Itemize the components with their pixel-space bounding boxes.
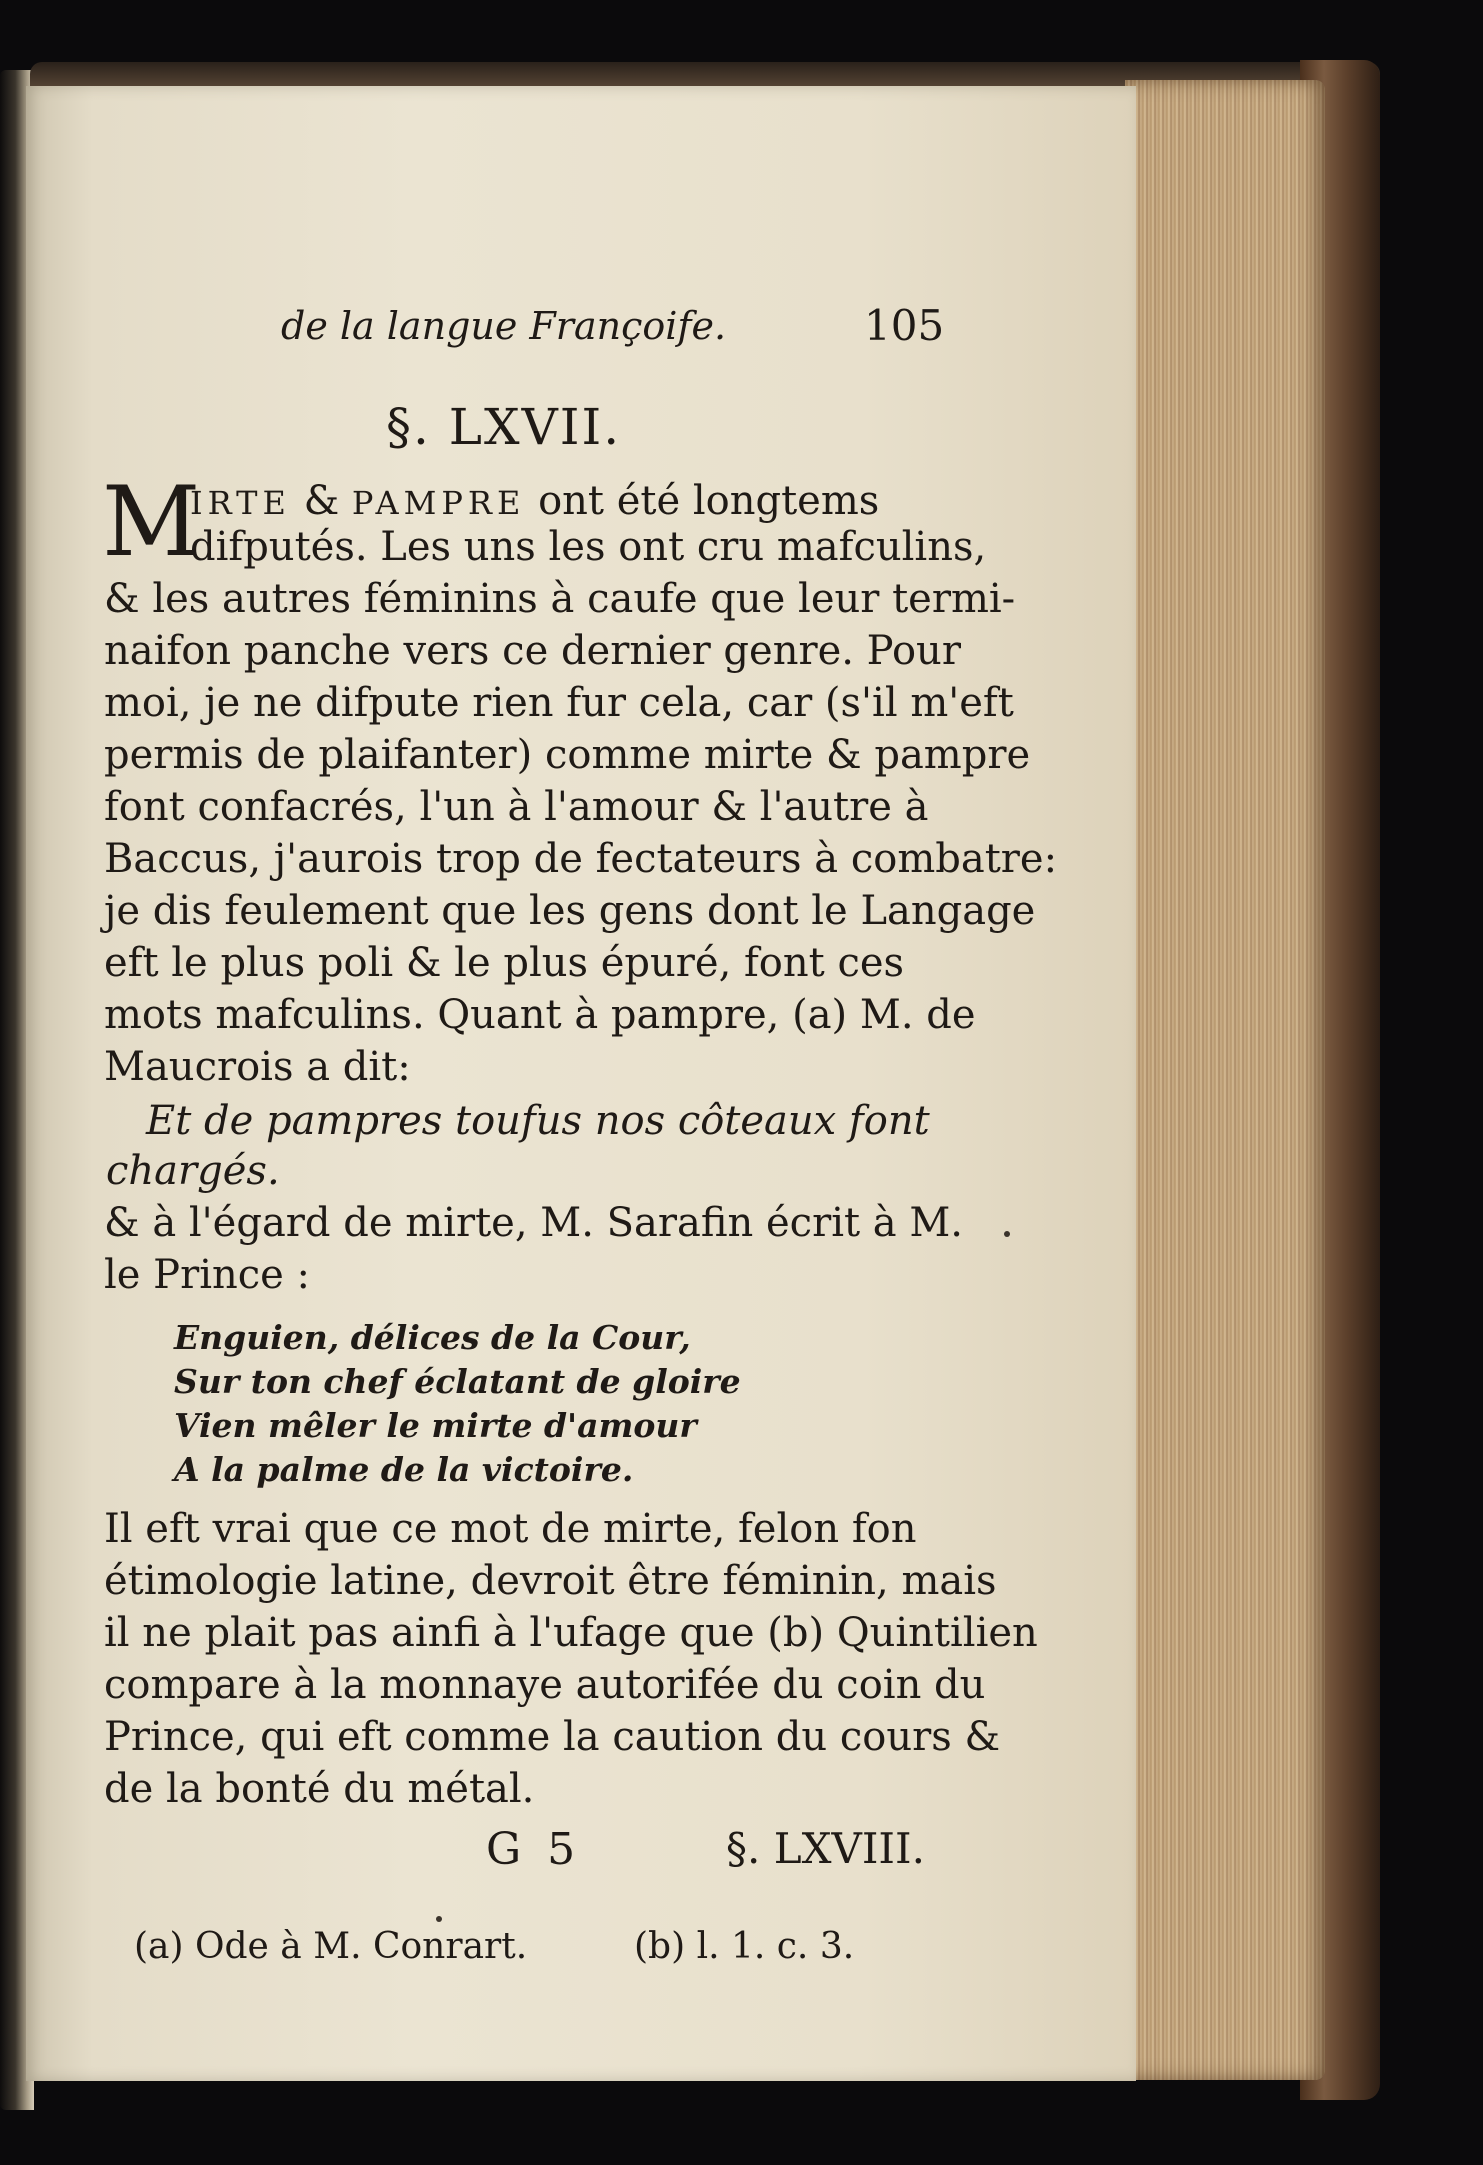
poem-line: Vien mêler le mirte d'amour	[174, 1406, 697, 1445]
text-line: il ne plait pas ainfi à l'ufage que (b) Quintilien	[104, 1610, 1038, 1656]
ink-speck	[436, 1916, 442, 1922]
text-line: eft le plus poli & le plus épuré, font ces	[104, 940, 905, 986]
smallcaps-word: IRTE	[190, 484, 291, 522]
text-line: & les autres féminins à caufe que leur termi-	[104, 576, 1016, 622]
text-line: compare à la monnaye autorifée du coin du	[104, 1662, 986, 1708]
ampersand: &	[290, 478, 352, 524]
line-rest: ont été longtems	[525, 478, 880, 524]
running-title: de la langue Françoife.	[281, 304, 727, 348]
text-line: permis de plaifanter) comme mirte & pampre	[104, 732, 1031, 778]
page-block-edge	[1125, 80, 1325, 2080]
text-line: difputés. Les uns les ont cru mafculins,	[190, 524, 987, 570]
footnote-a: (a) Ode à M. Conrart.	[134, 1926, 528, 1967]
text-line: Prince, qui eft comme la caution du cours &	[104, 1714, 1001, 1760]
text-line: Maucrois a dit:	[104, 1044, 411, 1090]
text-line: & à l'égard de mirte, M. Sarafin écrit à M.	[104, 1200, 964, 1246]
text-line: de la bonté du métal.	[104, 1766, 535, 1812]
text-line: je dis feulement que les gens dont le Langage	[104, 888, 1036, 934]
text-line: moi, je ne difpute rien fur cela, car (s'il m'eft	[104, 680, 1014, 726]
catchword: §. LXVIII.	[726, 1824, 925, 1873]
smallcaps-word: PAMPRE	[351, 484, 526, 522]
poem-line: A la palme de la victoire.	[174, 1450, 634, 1489]
text-line: Il eft vrai que ce mot de mirte, felon fon	[104, 1506, 917, 1552]
drop-cap: M	[102, 466, 201, 578]
text-line: Baccus, j'aurois trop de fectateurs à combatre:	[104, 836, 1058, 882]
page-number: 105	[864, 301, 945, 350]
ink-speck	[1004, 1231, 1010, 1237]
poem-line: Enguien, délices de la Cour,	[174, 1318, 691, 1357]
footnote-b: (b) l. 1. c. 3.	[634, 1926, 855, 1967]
text-line: le Prince :	[104, 1252, 311, 1298]
text-line: font confacrés, l'un à l'amour & l'autre à	[104, 784, 929, 830]
text-line: étimologie latine, devroit être féminin, mais	[104, 1558, 997, 1604]
poem-line: Sur ton chef éclatant de gloire	[174, 1362, 741, 1401]
signature-mark: G 5	[486, 1824, 582, 1875]
paragraph-first-line	[190, 478, 879, 524]
text-line: mots mafculins. Quant à pampre, (a) M. de	[104, 992, 976, 1038]
section-heading: §. LXVII.	[386, 398, 622, 456]
quote-line: Et de pampres toufus nos côteaux font	[146, 1098, 930, 1144]
quote-line: chargés.	[106, 1148, 280, 1194]
book-page	[26, 86, 1136, 2081]
text-line: naifon panche vers ce dernier genre. Pour	[104, 628, 961, 674]
